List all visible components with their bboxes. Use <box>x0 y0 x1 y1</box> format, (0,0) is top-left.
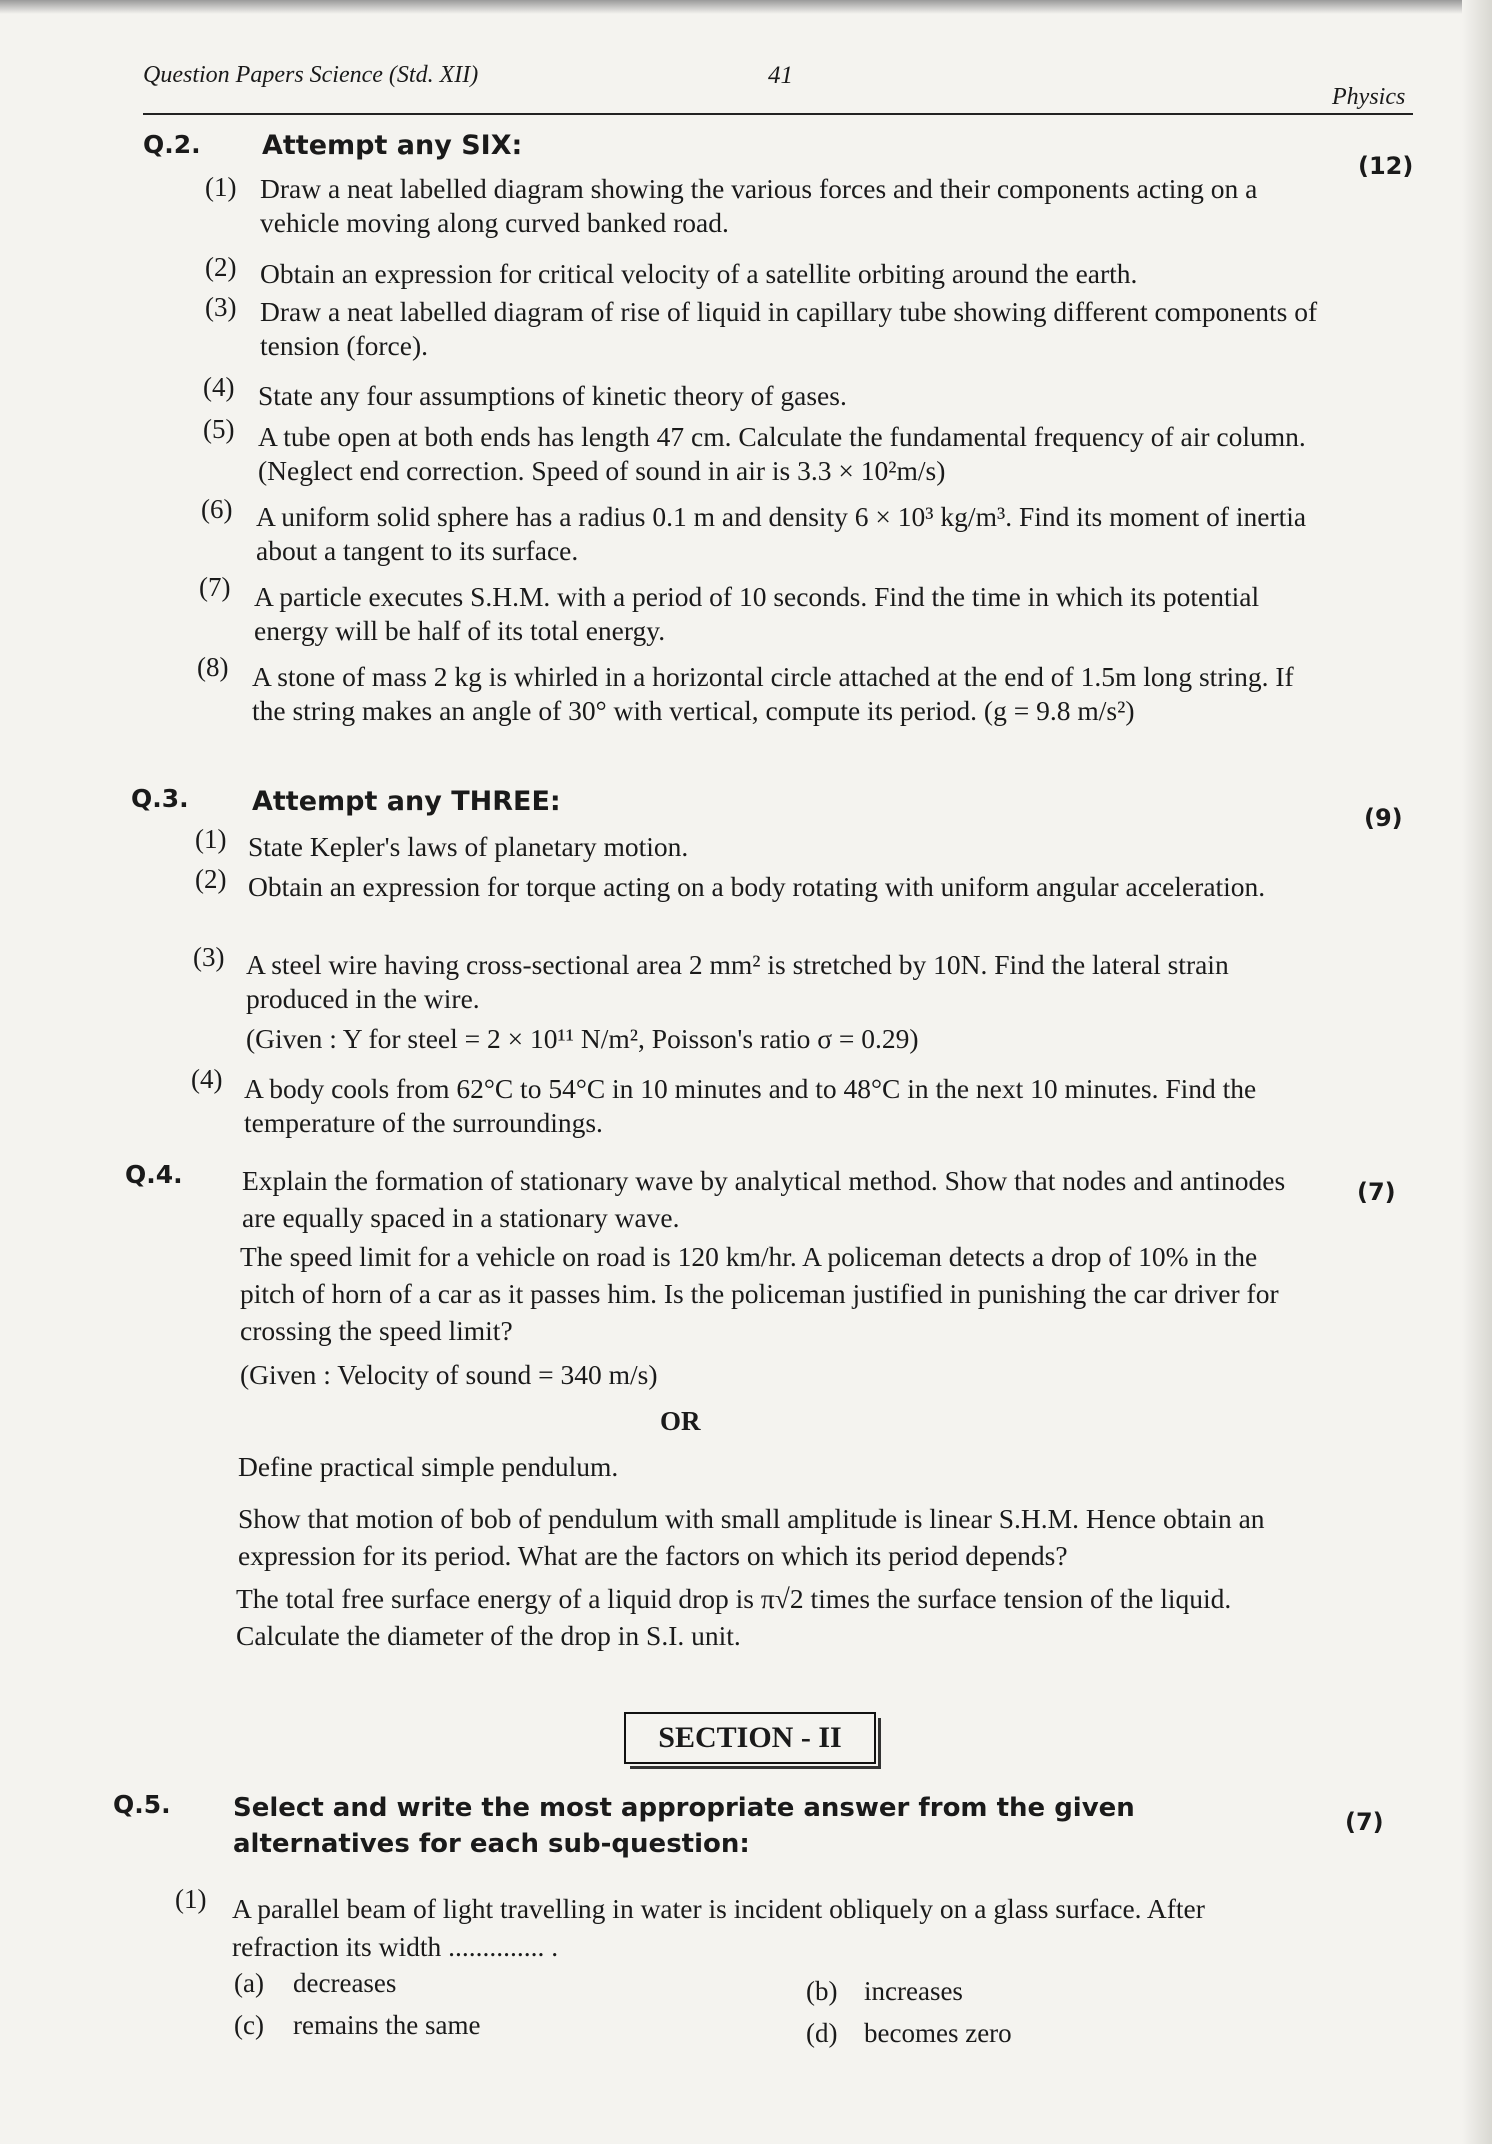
q4-number: Q.4. <box>125 1160 183 1189</box>
q3-number: Q.3. <box>131 784 189 813</box>
q3-item-4-number: (4) <box>191 1064 223 1094</box>
q2-marks: (12) <box>1358 152 1414 180</box>
q2-item-6-number: (6) <box>201 494 233 524</box>
or-separator: OR <box>660 1406 701 1436</box>
q2-item-7-text: A particle executes S.H.M. with a period of 10 seconds. Find the time in which its potential energy will be half of its total energy. <box>254 581 1260 646</box>
section-heading: SECTION - II <box>658 1721 842 1754</box>
q3-marks: (9) <box>1364 804 1403 832</box>
q4-marks: (7) <box>1357 1178 1396 1206</box>
q5-marks: (7) <box>1345 1808 1384 1836</box>
q2-item-8-text: A stone of mass 2 kg is whirled in a horizontal circle attached at the end of 1.5m long string. If the string makes an angle of 30° with vertical, compute its period. (g = 9.8 m/s²) <box>252 661 1294 726</box>
q4-paragraph-2-given: (Given : Velocity of sound = 340 m/s) <box>240 1359 658 1390</box>
q2-item-4-text: State any four assumptions of kinetic theory of gases. <box>258 380 847 411</box>
q2-item-2-number: (2) <box>205 252 237 282</box>
q2-item-7-number: (7) <box>199 572 231 602</box>
option-a-label: (a) <box>234 1968 264 1998</box>
q3-item-2-number: (2) <box>195 864 227 894</box>
option-a-text: decreases <box>293 1968 397 1998</box>
header-left: Question Papers Science (Std. XII) <box>143 62 479 88</box>
q3-item-1-number: (1) <box>195 824 227 854</box>
option-d-text: becomes zero <box>864 2018 1012 2048</box>
q4-paragraph-2: The speed limit for a vehicle on road is 120 km/hr. A policeman detects a drop of 10% in the pitch of horn of a car as it passes him. Is the policeman justified in punishing the car driver for crossing the speed limit? <box>240 1241 1279 1346</box>
q2-item-4-number: (4) <box>203 372 235 402</box>
q3-item-3-number: (3) <box>193 942 225 972</box>
option-d-label: (d) <box>806 2018 838 2048</box>
q3-item-3-given: (Given : Y for steel = 2 × 10¹¹ N/m², Poisson's ratio σ = 0.29) <box>246 1023 919 1054</box>
q2-item-2-text: Obtain an expression for critical velocity of a satellite orbiting around the earth. <box>260 258 1138 289</box>
q2-number: Q.2. <box>143 130 201 159</box>
q2-item-5-text: A tube open at both ends has length 47 cm. Calculate the fundamental frequency of air column. (Neglect end correction. Speed of sound in air is 3.3 × 10²m/s) <box>258 421 1306 486</box>
q3-item-4-text: A body cools from 62°C to 54°C in 10 minutes and to 48°C in the next 10 minutes. Find the temperature of the surroundings. <box>244 1073 1257 1138</box>
option-c-text: remains the same <box>293 2010 481 2040</box>
section-heading-box <box>624 1712 876 1764</box>
q4-paragraph-1: Explain the formation of stationary wave by analytical method. Show that nodes and antinodes are equally spaced in a stationary wave. <box>242 1165 1286 1233</box>
page-number: 41 <box>768 62 793 89</box>
header-right: Physics <box>1332 84 1406 110</box>
q2-item-5-number: (5) <box>203 414 235 444</box>
q2-title: Attempt any SIX: <box>262 130 523 161</box>
q4-paragraph-3: Define practical simple pendulum. <box>238 1451 619 1482</box>
q3-item-2-text: Obtain an expression for torque acting on a body rotating with uniform angular acceleration. <box>248 871 1266 902</box>
option-b-label: (b) <box>806 1976 838 2006</box>
scan-right-shadow <box>1462 0 1492 2144</box>
q2-item-3-text: Draw a neat labelled diagram of rise of liquid in capillary tube showing different components of tension (force). <box>260 296 1318 361</box>
option-c-label: (c) <box>234 2010 264 2040</box>
q3-title: Attempt any THREE: <box>252 786 561 817</box>
option-b-text: increases <box>864 1976 963 2006</box>
q2-item-8-number: (8) <box>197 652 229 682</box>
q5-item-1-text: A parallel beam of light travelling in water is incident obliquely on a glass surface. After refraction its width .............. . <box>232 1893 1205 1962</box>
q5-item-1-number: (1) <box>175 1884 207 1914</box>
q2-item-1-text: Draw a neat labelled diagram showing the various forces and their components acting on a vehicle moving along curved banked road. <box>260 173 1258 238</box>
q3-item-1-text: State Kepler's laws of planetary motion. <box>248 831 689 862</box>
q4-paragraph-4: Show that motion of bob of pendulum with small amplitude is linear S.H.M. Hence obtain an expression for its period. What are the factors on which its period depends? <box>238 1503 1265 1571</box>
q5-number: Q.5. <box>113 1790 171 1819</box>
q3-item-3-text: A steel wire having cross-sectional area 2 mm² is stretched by 10N. Find the lateral strain produced in the wire. <box>246 949 1229 1014</box>
q4-paragraph-5: The total free surface energy of a liquid drop is π√2 times the surface tension of the liquid. Calculate the diameter of the drop in S.I. unit. <box>236 1583 1232 1651</box>
header-rule <box>143 113 1413 115</box>
q2-item-6-text: A uniform solid sphere has a radius 0.1 m and density 6 × 10³ kg/m³. Find its moment of inertia about a tangent to its surface. <box>256 501 1307 566</box>
q2-item-3-number: (3) <box>205 292 237 322</box>
q5-title: Select and write the most appropriate answer from the given alternatives for each sub-question: <box>233 1793 1135 1859</box>
scan-top-shadow <box>0 0 1492 14</box>
q2-item-1-number: (1) <box>205 172 237 202</box>
